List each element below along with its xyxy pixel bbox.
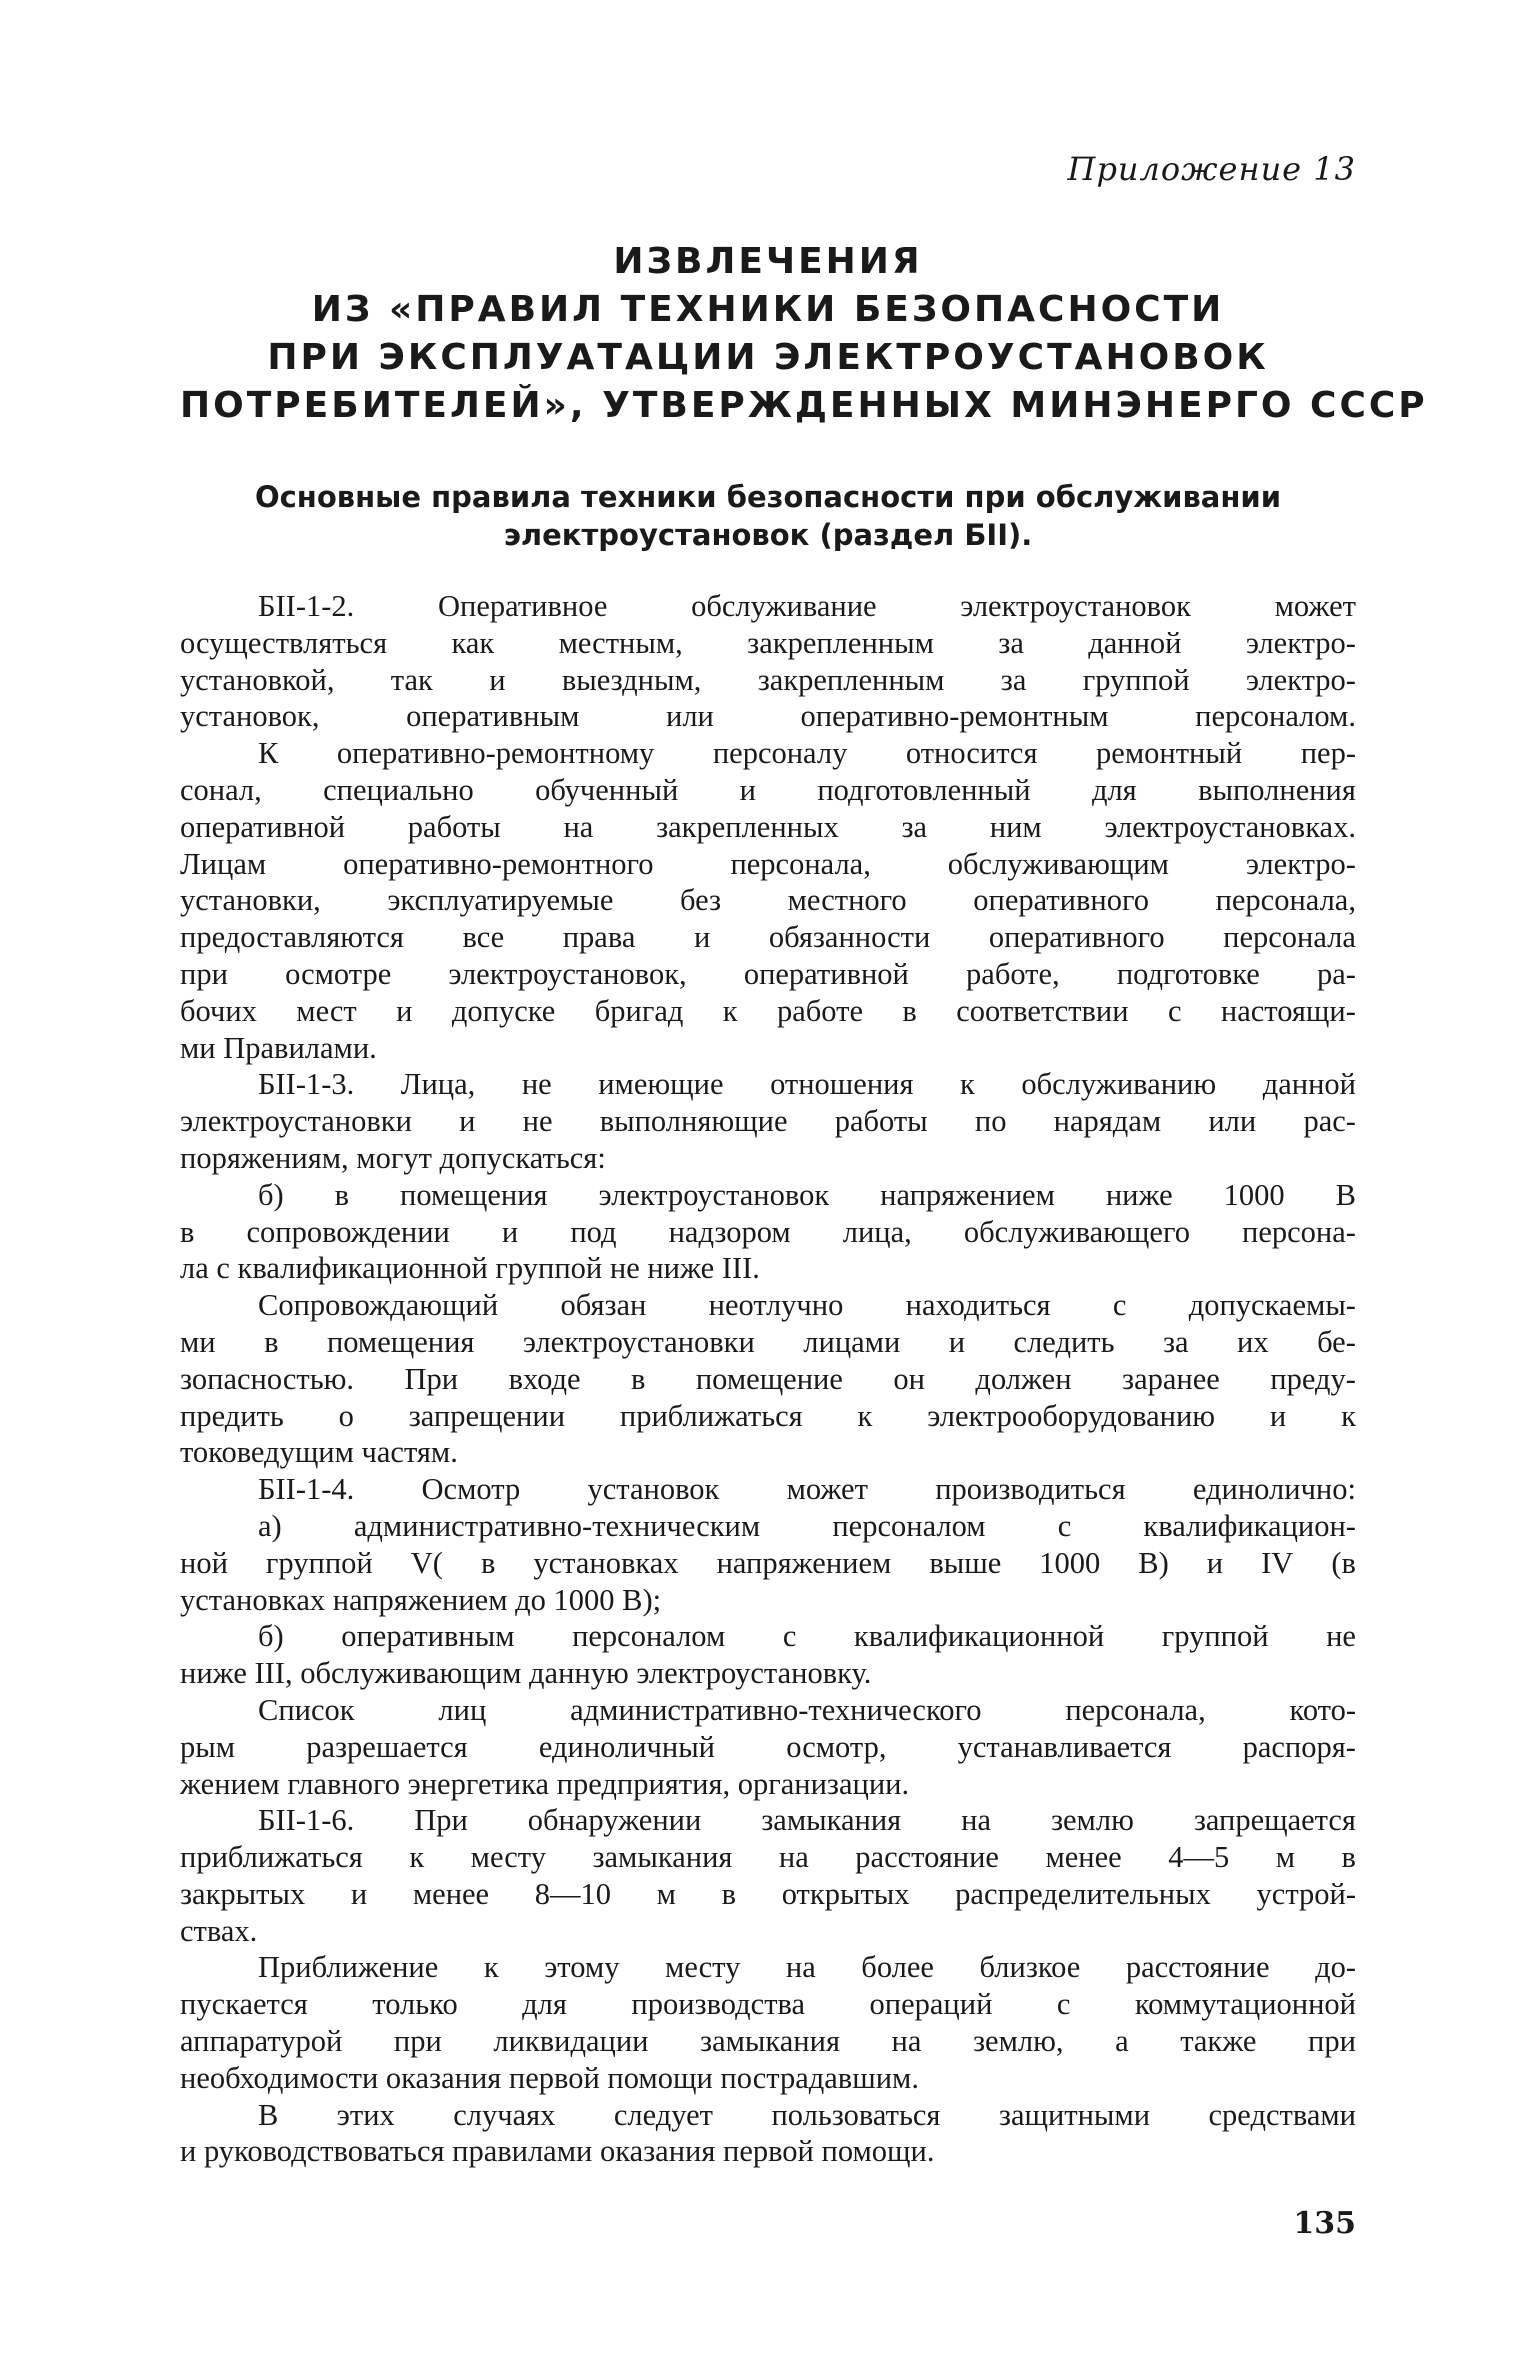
body-line: оперативной работы на закрепленных за ним электроустановках. — [180, 809, 1356, 844]
body-line: пускается только для производства операций с коммутационной — [180, 1987, 1356, 2022]
body-line: рым разрешается единоличный осмотр, устанавливается распоря- — [180, 1729, 1356, 1764]
body-line: ми Правилами. — [180, 1030, 377, 1065]
body-line: электроустановки и не выполняющие работы по нарядам или рас- — [180, 1104, 1356, 1139]
body-line: сонал, специально обученный и подготовленный для выполнения — [180, 772, 1356, 807]
body-line: установках напряжением до 1000 В); — [180, 1582, 662, 1617]
body-text — [180, 588, 1356, 2170]
body-line: предоставляются все права и обязанности оперативного персонала — [180, 920, 1356, 955]
subtitle-line: электроустановок (раздел БII). — [503, 518, 1033, 552]
body-line: осуществляться как местным, закрепленным за данной электро- — [180, 625, 1356, 660]
body-line: б) оперативным персоналом с квалификационной группой не — [258, 1619, 1356, 1654]
body-line: б) в помещения электроустановок напряжением ниже 1000 В — [258, 1177, 1356, 1212]
body-line: В этих случаях следует пользоваться защитными средствами — [258, 2097, 1356, 2132]
body-line: ниже III, обслуживающим данную электроустановку. — [180, 1656, 872, 1691]
document-title — [180, 238, 1428, 430]
body-line: ствах. — [180, 1913, 258, 1948]
body-line: ла с квалификационной группой не ниже III. — [180, 1251, 760, 1286]
body-line: и руководствоваться правилами оказания первой помощи. — [180, 2134, 935, 2169]
body-line: БII-1-2. Оперативное обслуживание электроустановок может — [258, 589, 1356, 623]
body-line: поряжениям, могут допускаться: — [180, 1140, 606, 1175]
title-line: ПОТРЕБИТЕЛЕЙ», УТВЕРЖДЕННЫХ МИНЭНЕРГО СССР — [180, 385, 1428, 426]
subtitle-line: Основные правила техники безопасности при обслуживании — [254, 480, 1282, 514]
title-line: ИЗ «ПРАВИЛ ТЕХНИКИ БЕЗОПАСНОСТИ — [311, 289, 1225, 330]
body-line: жением главного энергетика предприятия, организации. — [180, 1766, 910, 1801]
body-line: БII-1-4. Осмотр установок может производиться единолично: — [258, 1472, 1356, 1507]
body-line: установки, эксплуатируемые без местного оперативного персонала, — [180, 883, 1356, 918]
body-line: токоведущим частям. — [180, 1435, 458, 1470]
body-line: Сопровождающий обязан неотлучно находиться с допускаемы- — [258, 1288, 1356, 1323]
body-line: Приближение к этому месту на более близкое расстояние до- — [258, 1950, 1356, 1985]
title-line: ПРИ ЭКСПЛУАТАЦИИ ЭЛЕКТРОУСТАНОВОК — [267, 337, 1269, 378]
body-line: Лицам оперативно-ремонтного персонала, обслуживающим электро- — [180, 846, 1356, 881]
page-number: 135 — [1293, 2206, 1356, 2241]
body-line: ной группой V( в установках напряжением выше 1000 В) и IV (в — [180, 1545, 1356, 1580]
body-line: бочих мест и допуске бригад к работе в соответствии с настоящи- — [180, 993, 1356, 1028]
body-line: установкой, так и выездным, закрепленным за группой электро- — [180, 662, 1356, 697]
body-line: в сопровождении и под надзором лица, обслуживающего персона- — [180, 1214, 1356, 1249]
body-line: БII-1-6. При обнаружении замыкания на землю запрещается — [258, 1803, 1356, 1838]
body-line: приближаться к месту замыкания на расстояние менее 4—5 м в — [180, 1840, 1356, 1875]
section-subtitle — [180, 478, 1356, 554]
body-line: предить о запрещении приближаться к электрооборудованию и к — [180, 1398, 1356, 1433]
body-line: ми в помещения электроустановки лицами и следить за их бе- — [180, 1324, 1356, 1359]
body-line: необходимости оказания первой помощи пострадавшим. — [180, 2060, 919, 2095]
body-line: БII-1-3. Лица, не имеющие отношения к обслуживанию данной — [258, 1067, 1356, 1102]
body-line: К оперативно-ремонтному персоналу относится ремонтный пер- — [258, 736, 1356, 771]
body-line: Список лиц административно-технического персонала, кото- — [258, 1692, 1356, 1727]
body-line: при осмотре электроустановок, оперативной работе, подготовке ра- — [180, 956, 1356, 991]
appendix-label: Приложение 13 — [1067, 150, 1356, 188]
body-line: закрытых и менее 8—10 м в открытых распределительных устрой- — [180, 1876, 1356, 1911]
body-line: зопасностью. При входе в помещение он должен заранее преду- — [180, 1361, 1356, 1396]
body-line: а) административно-техническим персоналом с квалификацион- — [258, 1508, 1356, 1543]
body-line: аппаратурой при ликвидации замыкания на землю, а также при — [180, 2024, 1356, 2059]
title-line: ИЗВЛЕЧЕНИЯ — [613, 241, 923, 282]
body-line: установок, оперативным или оперативно-ремонтным персоналом. — [180, 699, 1356, 734]
